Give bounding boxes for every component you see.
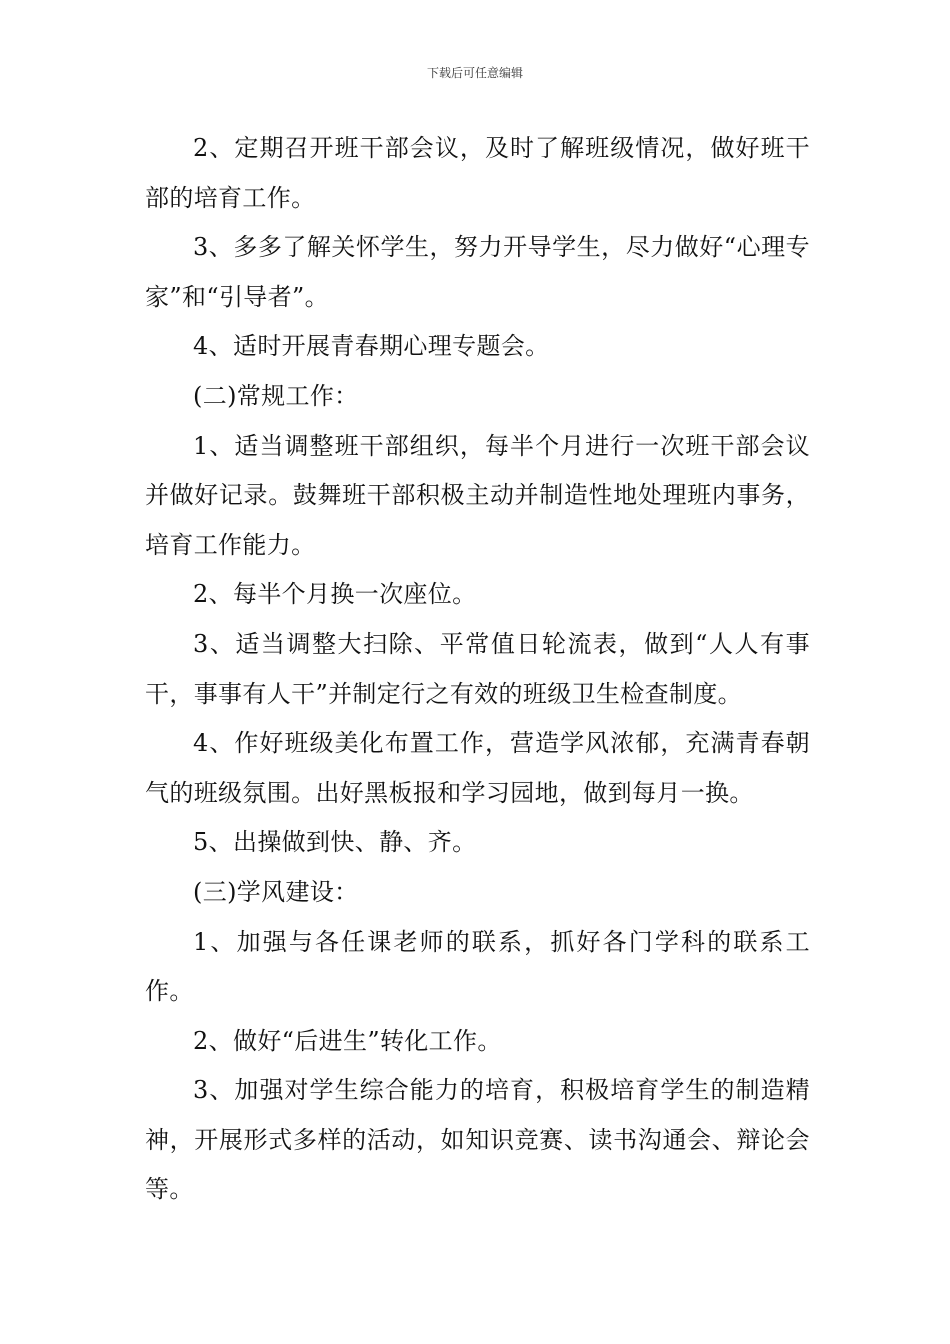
- paragraph-2: 3、多多了解关怀学生，努力开导学生，尽力做好“心理专家”和“引导者”。: [145, 233, 810, 311]
- paragraph-13: 3、加强对学生综合能力的培育，积极培育学生的制造精神，开展形式多样的活动，如知识竞赛、读书沟通会、辩论会等。: [145, 1076, 810, 1204]
- paragraph-9: 5、出操做到快、静、齐。: [193, 828, 477, 857]
- paragraph-12: 2、做好“后进生”转化工作。: [193, 1026, 502, 1055]
- section-heading-routine-work: (二)常规工作：: [193, 381, 359, 410]
- paragraph-7: 3、适当调整大扫除、平常值日轮流表，做到“人人有事干，事事有人干”并制定行之有效的班级卫生检查制度。: [145, 629, 810, 708]
- paragraph-6: 2、每半个月换一次座位。: [193, 580, 477, 609]
- section-heading-study-style: (三)学风建设：: [193, 877, 359, 906]
- paragraph-3: 4、适时开展青春期心理专题会。: [193, 332, 550, 361]
- paragraph-11: 1、加强与各任课老师的联系，抓好各门学科的联系工作。: [145, 927, 810, 1006]
- paragraph-8: 4、作好班级美化布置工作，营造学风浓郁，充满青春朝气的班级氛围。出好黑板报和学习园地，做到每月一换。: [145, 729, 810, 807]
- paragraph-1: 2、定期召开班干部会议，及时了解班级情况，做好班干部的培育工作。: [145, 134, 810, 212]
- paragraph-5: 1、适当调整班干部组织，每半个月进行一次班干部会议并做好记录。鼓舞班干部积极主动并制造性地处理班内事务，培育工作能力。: [145, 431, 810, 559]
- document-body: [145, 124, 810, 1215]
- page-header-note: 下载后可任意编辑: [426, 66, 523, 80]
